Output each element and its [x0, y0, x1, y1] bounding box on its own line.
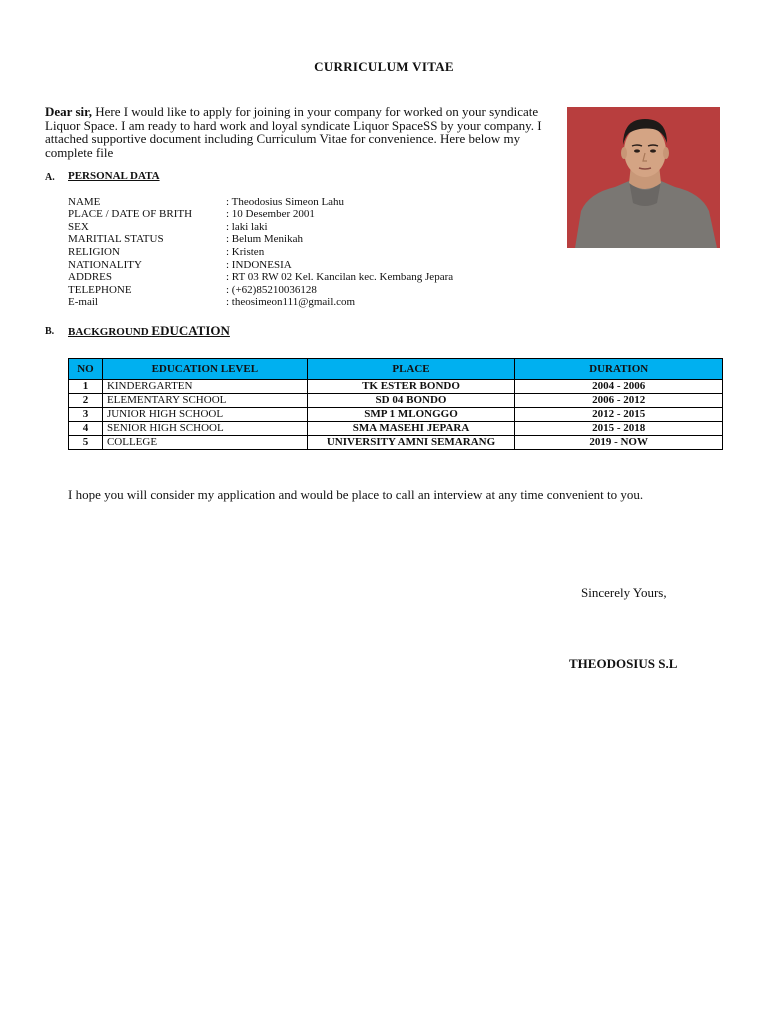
personal-data-row: [68, 246, 548, 259]
intro-paragraph: [45, 105, 545, 159]
row-no: 5: [69, 436, 103, 450]
nationality-label: NATIONALITY: [68, 258, 142, 271]
religion-value: : Kristen: [226, 245, 265, 258]
signature-name: THEODOSIUS S.L: [569, 656, 678, 671]
nationality-value: : INDONESIA: [226, 258, 292, 271]
section-b-title-small: BACKGROUND: [68, 326, 152, 338]
marital-status-label: MARITIAL STATUS: [68, 233, 164, 246]
name-value: : Theodosius Simeon Lahu: [226, 195, 345, 208]
header-no: NO: [69, 359, 103, 380]
row-duration: 2004 - 2006: [515, 380, 723, 394]
personal-data-row: [68, 208, 548, 221]
telephone-value: : (+62)85210036128: [226, 283, 317, 296]
row-duration: 2019 - NOW: [515, 436, 723, 450]
table-row: [69, 394, 723, 408]
marital-status-value: : Belum Menikah: [226, 233, 303, 246]
sex-label: SEX: [68, 220, 89, 233]
section-b-letter: B.: [45, 326, 55, 337]
row-education-level: COLLEGE: [102, 436, 307, 450]
personal-data-row: [68, 221, 548, 234]
education-table: [68, 358, 723, 450]
section-a-title: PERSONAL DATA: [68, 170, 160, 182]
row-education-level: JUNIOR HIGH SCHOOL: [102, 408, 307, 422]
row-place: SMA MASEHI JEPARA: [307, 422, 515, 436]
birth-value: : 10 Desember 2001: [226, 208, 315, 221]
closing-paragraph: I hope you will consider my application and would be place to call an interview at any time convenient to you.: [68, 487, 644, 502]
row-no: 1: [69, 380, 103, 394]
personal-data-row: [68, 233, 548, 246]
row-place: TK ESTER BONDO: [307, 380, 515, 394]
row-education-level: KINDERGARTEN: [102, 380, 307, 394]
table-row: [69, 408, 723, 422]
birth-label: PLACE / DATE OF BRITH: [68, 208, 193, 221]
row-duration: 2006 - 2012: [515, 394, 723, 408]
table-row: [69, 436, 723, 450]
salutation: Dear sir,: [45, 104, 92, 119]
document-title: CURRICULUM VITAE: [314, 59, 454, 74]
row-no: 4: [69, 422, 103, 436]
profile-photo: [567, 107, 720, 248]
section-a-letter: A.: [45, 172, 55, 183]
person-photo-icon: [567, 107, 720, 248]
row-duration: 2012 - 2015: [515, 408, 723, 422]
personal-data-row: [68, 296, 548, 309]
section-b-title-big: EDUCATION: [151, 323, 230, 338]
header-place: PLACE: [307, 359, 515, 380]
address-value: : RT 03 RW 02 Kel. Kancilan kec. Kembang Jepara: [226, 271, 454, 284]
email-label: E-mail: [68, 296, 98, 309]
row-no: 3: [69, 408, 103, 422]
section-b-title: [68, 323, 230, 339]
table-row: [69, 380, 723, 394]
name-label: NAME: [68, 195, 101, 208]
telephone-label: TELEPHONE: [68, 283, 132, 296]
row-education-level: SENIOR HIGH SCHOOL: [102, 422, 307, 436]
table-row: [69, 422, 723, 436]
row-education-level: ELEMENTARY SCHOOL: [102, 394, 307, 408]
intro-text: Here I would like to apply for joining in your company for worked on your syndicate Liquor Space. I am ready to hard work and loyal syndicate Liquor SpaceSS by your company. I attached supportive document including Curriculum Vitae for convenience. Here below my complete file: [45, 104, 542, 160]
table-header-row: [69, 359, 723, 380]
row-duration: 2015 - 2018: [515, 422, 723, 436]
personal-data-row: [68, 284, 548, 297]
personal-data-row: [68, 259, 548, 272]
personal-data-row: [68, 271, 548, 284]
row-place: UNIVERSITY AMNI SEMARANG: [307, 436, 515, 450]
sex-value: : laki laki: [226, 220, 268, 233]
email-value: : theosimeon111@gmail.com: [226, 296, 356, 309]
address-label: ADDRES: [68, 271, 113, 284]
header-education-level: EDUCATION LEVEL: [102, 359, 307, 380]
religion-label: RELIGION: [68, 245, 120, 258]
header-duration: DURATION: [515, 359, 723, 380]
row-place: SMP 1 MLONGGO: [307, 408, 515, 422]
personal-data-row: [68, 196, 548, 209]
sincerely-text: Sincerely Yours,: [581, 585, 667, 600]
row-place: SD 04 BONDO: [307, 394, 515, 408]
row-no: 2: [69, 394, 103, 408]
